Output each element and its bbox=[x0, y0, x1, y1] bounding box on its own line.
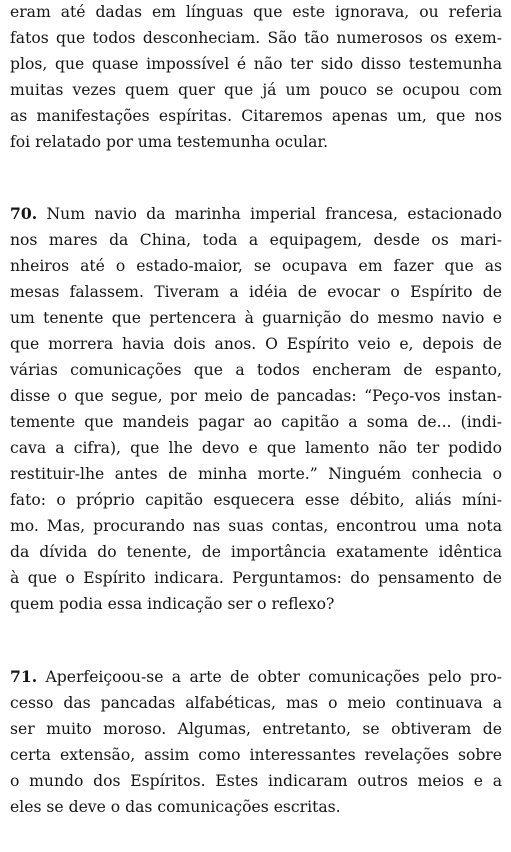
text-line: foi relatado por uma testemunha ocular. bbox=[10, 133, 329, 151]
text-line: nheiros até o estado-maior, se ocupava em fazer que as bbox=[10, 257, 502, 275]
text-line-content: Num navio da marinha imperial francesa, estacionado bbox=[46, 205, 502, 223]
text-line: plos, que quase impossível é não ter sido disso testemunha bbox=[10, 55, 502, 73]
text-line: fatos que todos desconheciam. São tão numerosos os exem- bbox=[10, 29, 502, 47]
paragraph-number: 70. bbox=[10, 204, 38, 223]
text-line: fato: o próprio capitão esquecera esse débito, aliás míni- bbox=[10, 491, 502, 509]
text-line: muitas vezes quem quer que já um pouco se ocupou com bbox=[10, 81, 502, 99]
text-line: cesso das pancadas alfabéticas, mas o meio continuava a bbox=[10, 694, 502, 712]
text-line: várias comunicações que a todos encheram de espanto, bbox=[10, 361, 502, 379]
text-line: mo. Mas, procurando nas suas contas, encontrou uma nota bbox=[10, 517, 502, 535]
text-line: que morrera havia dois anos. O Espírito veio e, depois de bbox=[10, 335, 502, 353]
text-line: eram até dadas em línguas que este ignorava, ou referia bbox=[10, 3, 502, 21]
text-line: ser muito moroso. Algumas, entretanto, se obtiveram de bbox=[10, 720, 502, 738]
text-line: o mundo dos Espíritos. Estes indicaram outros meios e a bbox=[10, 772, 502, 790]
text-line: à que o Espírito indicara. Perguntamos: do pensamento de bbox=[10, 569, 502, 587]
text-line bbox=[10, 667, 502, 687]
text-line-content: Aperfeiçoou-se a arte de obter comunicações pelo pro- bbox=[45, 668, 503, 686]
text-line: quem podia essa indicação ser o reflexo? bbox=[10, 595, 335, 613]
paragraph-number: 71. bbox=[10, 667, 38, 686]
text-line: certa extensão, assim como interessantes revelações sobre bbox=[10, 746, 502, 764]
text-line bbox=[10, 204, 502, 224]
text-line: mesas falassem. Tiveram a idéia de evocar o Espírito de bbox=[10, 283, 502, 301]
text-line: as manifestações espíritas. Citaremos apenas um, que nos bbox=[10, 107, 502, 125]
text-line: restituir-lhe antes de minha morte.” Ninguém conhecia o bbox=[10, 465, 502, 483]
text-line: disse o que segue, por meio de pancadas: “Peço-vos instan- bbox=[10, 387, 502, 405]
text-line: nos mares da China, toda a equipagem, desde os mari- bbox=[10, 231, 502, 249]
text-line: um tenente que pertencera à guarnição do mesmo navio e bbox=[10, 309, 502, 327]
text-line: eles se deve o das comunicações escritas. bbox=[10, 798, 341, 816]
text-line: temente que mandeis pagar ao capitão a soma de... (indi- bbox=[10, 413, 502, 431]
text-line: cava a cifra), que lhe devo e que lamento não ter podido bbox=[10, 439, 502, 457]
text-line: da dívida do tenente, de importância exatamente idêntica bbox=[10, 543, 502, 561]
